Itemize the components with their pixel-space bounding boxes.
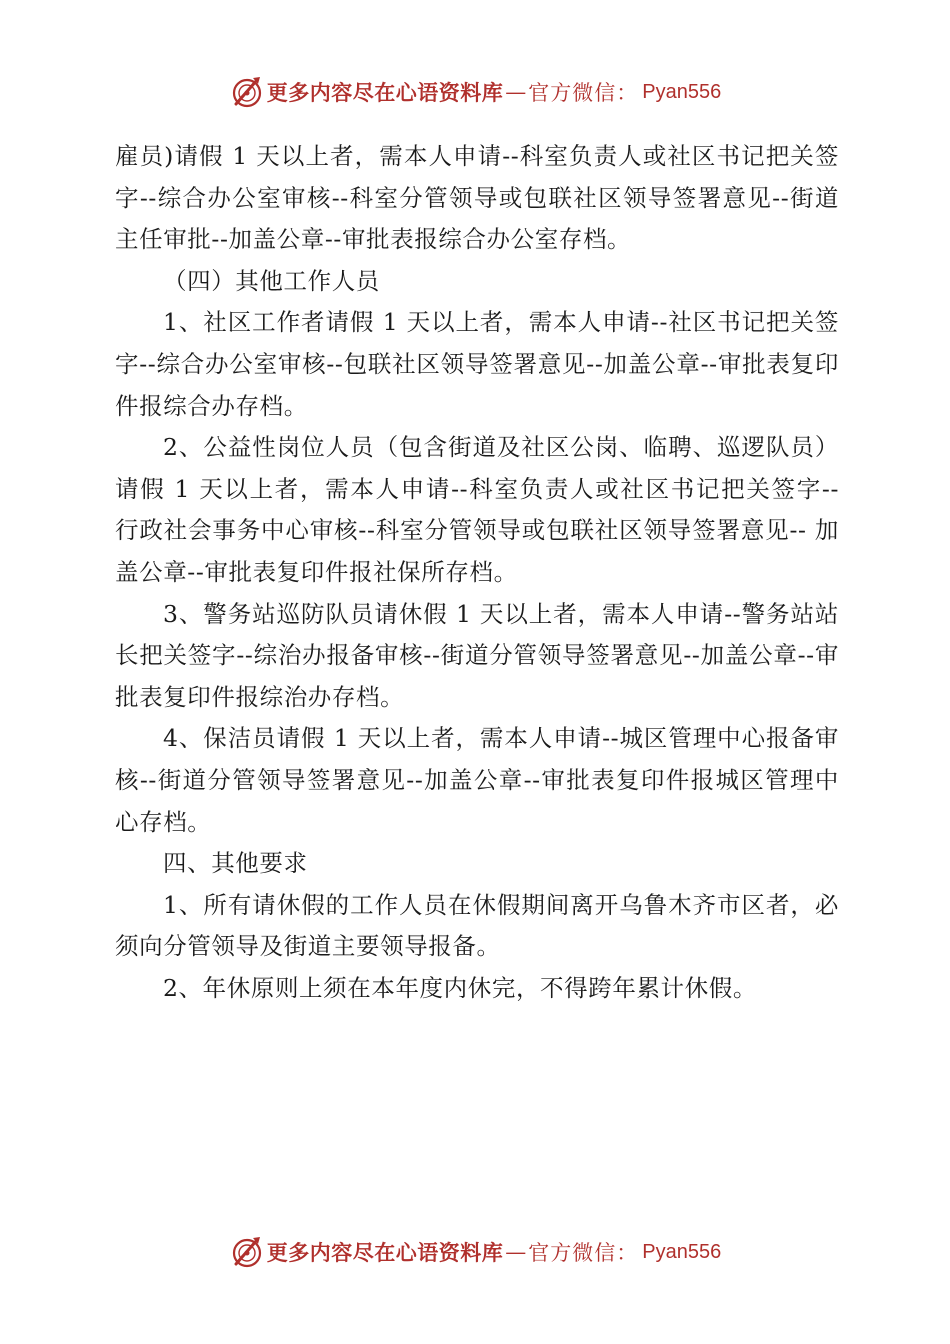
banner-wechat-label: 官方微信：: [528, 81, 639, 105]
paragraph-continued-approval-flow: 雇员)请假 1 天以上者，需本人申请--科室负责人或社区书记把关签字--综合办公室审核--科室分管领导或包联社区领导签署意见--街道主任审批--加盖公章--审批表报综合办公室存档。: [115, 142, 839, 254]
paragraph-leave-city-reporting: 1、所有请休假的工作人员在休假期间离开乌鲁木齐市区者，必须向分管领导及街道主要领导报备。: [115, 890, 839, 961]
header-banner: [0, 72, 950, 112]
section-heading-other-requirements: 四、其他要求: [163, 849, 308, 878]
paragraph-police-patrol-staff: 3、警务站巡防队员请休假 1 天以上者，需本人申请--警务站站长把关签字--综治办报备审核--街道分管领导签署意见--加盖公章--审批表复印件报综治办存档。: [115, 599, 839, 711]
logo-icon: [229, 74, 265, 110]
logo-icon: [229, 1234, 265, 1270]
banner-wechat-label: 官方微信：: [528, 1241, 639, 1265]
banner-separator: —: [505, 1240, 527, 1264]
paragraph-cleaning-staff: 4、保洁员请假 1 天以上者，需本人申请--城区管理中心报备审核--街道分管领导签署意见--加盖公章--审批表复印件报城区管理中心存档。: [115, 724, 839, 836]
paragraph-annual-leave-rule: 2、年休原则上须在本年度内休完，不得跨年累计休假。: [163, 973, 757, 1002]
banner-wechat-handle: Pyan556: [642, 80, 722, 103]
banner-brand-text: 更多内容尽在心语资料库: [266, 80, 504, 105]
banner-wechat-handle: Pyan556: [642, 1240, 722, 1263]
section-heading-other-staff: （四）其他工作人员: [163, 266, 380, 295]
document-body: [115, 136, 839, 1009]
banner-brand-text: 更多内容尽在心语资料库: [266, 1240, 504, 1265]
banner-separator: —: [505, 80, 527, 104]
paragraph-community-workers: 1、社区工作者请假 1 天以上者，需本人申请--社区书记把关签字--综合办公室审核--包联社区领导签署意见--加盖公章--审批表复印件报综合办存档。: [115, 308, 839, 420]
footer-banner: [0, 1232, 950, 1272]
paragraph-public-welfare-staff: 2、公益性岗位人员（包含街道及社区公岗、临聘、巡逻队员）请假 1 天以上者，需本人申请--科室负责人或社区书记把关签字-- 行政社会事务中心审核--科室分管领导或包联社区领导签署意见-- 加盖公章--审批表复印件报社保所存档。: [115, 433, 839, 586]
